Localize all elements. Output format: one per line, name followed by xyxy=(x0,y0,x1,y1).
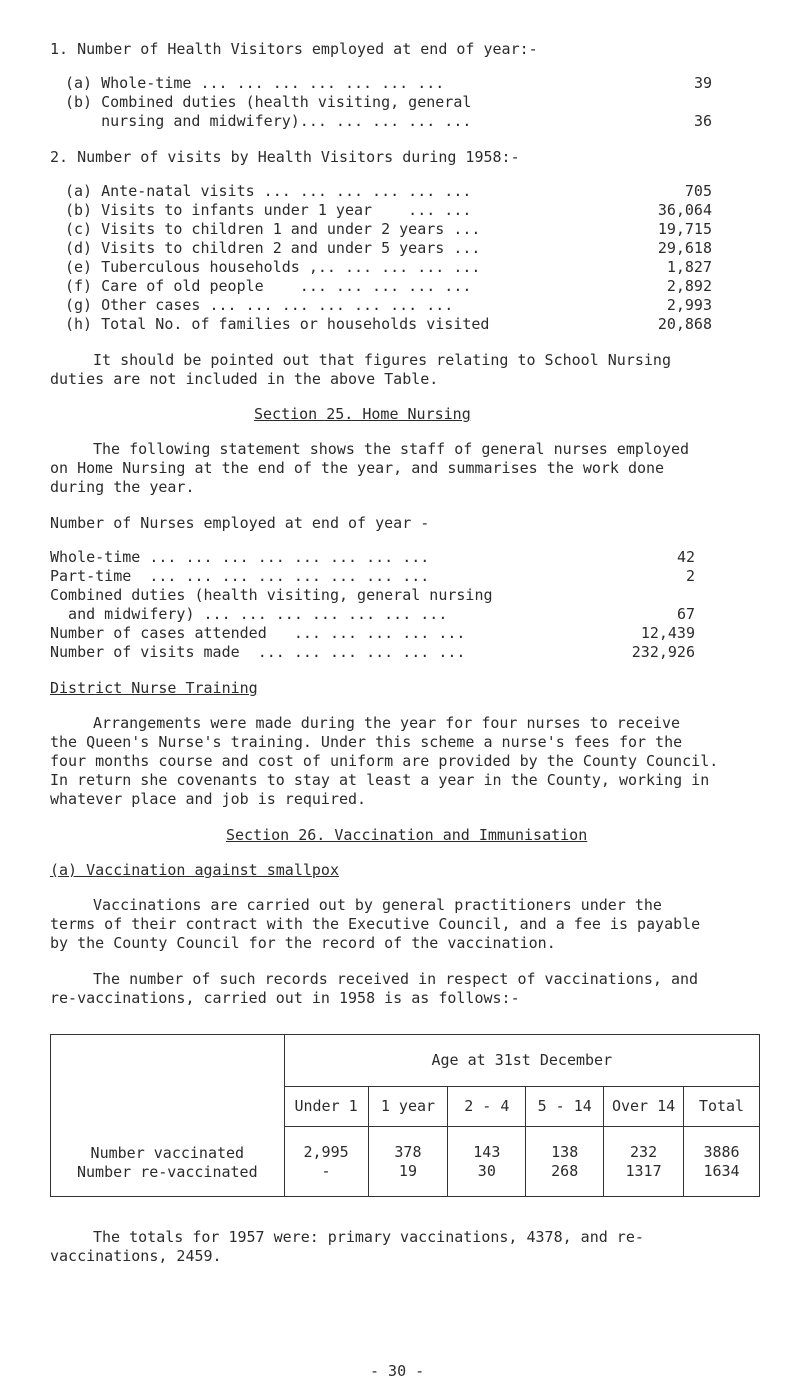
table-cell xyxy=(368,1127,448,1197)
list-item-label: (e) Tuberculous households ,.. ... ... ... ... xyxy=(65,258,481,276)
paragraph-line: In return she covenants to stay at least a year in the County, working in xyxy=(50,771,710,789)
row-label: Number re-vaccinated xyxy=(77,1163,258,1181)
cell-value: 232 xyxy=(630,1142,658,1161)
list-item-label: (d) Visits to children 2 and under 5 years ... xyxy=(65,239,481,257)
note-line: It should be pointed out that figures relating to School Nursing xyxy=(93,351,671,369)
list-item-label: (f) Care of old people ... ... ... ... ... xyxy=(65,277,472,295)
list-item-value: 12,439 xyxy=(640,624,695,642)
list-item-value: 1,827 xyxy=(666,258,712,276)
cell-value: 268 xyxy=(551,1161,579,1180)
list-item-label: nursing and midwifery)... ... ... ... ... xyxy=(65,112,472,130)
cell-value: 2,995 xyxy=(303,1142,349,1161)
cell-value: 378 xyxy=(394,1142,422,1161)
list-item-label: and midwifery) ... ... ... ... ... ... ... xyxy=(50,605,448,623)
section25-title: Section 25. Home Nursing xyxy=(254,405,471,423)
list-item-value: 2,892 xyxy=(666,277,712,295)
list-item-label: Number of cases attended ... ... ... ... ... xyxy=(50,624,466,642)
vaccination-table xyxy=(50,1034,760,1197)
section2-heading: 2. Number of visits by Health Visitors during 1958:- xyxy=(50,148,520,166)
list-item-label: Whole-time ... ... ... ... ... ... ... ... xyxy=(50,548,430,566)
list-item-label: (a) Whole-time ... ... ... ... ... ... ... xyxy=(65,74,445,92)
paragraph-line: Vaccinations are carried out by general practitioners under the xyxy=(93,896,662,914)
column-header: 1 year xyxy=(368,1087,448,1127)
smallpox-subheading: (a) Vaccination against smallpox xyxy=(50,861,339,879)
cell-value: 3886 xyxy=(703,1142,740,1161)
list-item-label: (b) Combined duties (health visiting, general xyxy=(65,93,472,111)
cell-value: - xyxy=(321,1161,331,1180)
list-item-label: (c) Visits to children 1 and under 2 years ... xyxy=(65,220,481,238)
list-item-label: (g) Other cases ... ... ... ... ... ... ... xyxy=(65,296,454,314)
paragraph-line: Arrangements were made during the year for four nurses to receive xyxy=(93,714,680,732)
table-cell xyxy=(526,1127,604,1197)
list-item-label: (b) Visits to infants under 1 year ... ... xyxy=(65,201,472,219)
table-cell xyxy=(284,1127,368,1197)
cell-value: 1634 xyxy=(703,1161,740,1180)
cell-value: 138 xyxy=(551,1142,579,1161)
list-item-value: 42 xyxy=(676,548,695,566)
paragraph-line: the Queen's Nurse's training. Under this scheme a nurse's fees for the xyxy=(50,733,683,751)
list-item-label: (a) Ante-natal visits ... ... ... ... ... ... xyxy=(65,182,472,200)
table-cell xyxy=(448,1127,526,1197)
column-header: 5 - 14 xyxy=(526,1087,604,1127)
list-item-label: Part-time ... ... ... ... ... ... ... ... xyxy=(50,567,430,585)
paragraph-line: during the year. xyxy=(50,478,195,496)
list-item-label: Number of visits made ... ... ... ... ... ... xyxy=(50,643,466,661)
totals-line: The totals for 1957 were: primary vaccinations, 4378, and re- xyxy=(93,1228,644,1246)
district-training-title: District Nurse Training xyxy=(50,679,258,697)
list-item-value: 36 xyxy=(693,112,712,130)
column-header: 2 - 4 xyxy=(448,1087,526,1127)
paragraph-line: re-vaccinations, carried out in 1958 is as follows:- xyxy=(50,989,520,1007)
list-item-value: 232,926 xyxy=(631,643,695,661)
paragraph-line: The following statement shows the staff of general nurses employed xyxy=(93,440,690,458)
section26-title: Section 26. Vaccination and Immunisation xyxy=(226,826,588,844)
age-group-header: Age at 31st December xyxy=(284,1035,759,1087)
list-item-value: 29,618 xyxy=(657,239,712,257)
list-item-value: 19,715 xyxy=(657,220,712,238)
paragraph-line: whatever place and job is required. xyxy=(50,790,367,808)
table-cell xyxy=(684,1127,760,1197)
list-item-value: 36,064 xyxy=(657,201,712,219)
column-header: Over 14 xyxy=(604,1087,684,1127)
paragraph-line: four months course and cost of uniform are provided by the County Council. xyxy=(50,752,719,770)
cell-value: 30 xyxy=(477,1161,496,1180)
cell-value: 143 xyxy=(473,1142,501,1161)
list-item-label: Combined duties (health visiting, general nursing xyxy=(50,586,493,604)
list-item-value: 2 xyxy=(685,567,695,585)
list-item-value: 705 xyxy=(684,182,712,200)
section1-heading: 1. Number of Health Visitors employed at end of year:- xyxy=(50,40,538,58)
column-header: Total xyxy=(684,1087,760,1127)
column-header: Under 1 xyxy=(284,1087,368,1127)
row-labels-cell xyxy=(51,1035,285,1197)
cell-value: 1317 xyxy=(625,1161,662,1180)
paragraph-line: by the County Council for the record of the vaccination. xyxy=(50,934,556,952)
totals-line: vaccinations, 2459. xyxy=(50,1247,222,1265)
list-item-label: (h) Total No. of families or households visited xyxy=(65,315,490,333)
note-line: duties are not included in the above Table. xyxy=(50,370,439,388)
list-item-value: 39 xyxy=(693,74,712,92)
nurses-subheading: Number of Nurses employed at end of year - xyxy=(50,514,430,532)
list-item-value: 2,993 xyxy=(666,296,712,314)
page-number: - 30 - xyxy=(370,1362,425,1380)
table-cell xyxy=(604,1127,684,1197)
paragraph-line: on Home Nursing at the end of the year, and summarises the work done xyxy=(50,459,665,477)
paragraph-line: terms of their contract with the Executive Council, and a fee is payable xyxy=(50,915,701,933)
paragraph-line: The number of such records received in respect of vaccinations, and xyxy=(93,970,699,988)
list-item-value: 67 xyxy=(676,605,695,623)
cell-value: 19 xyxy=(398,1161,417,1180)
row-label: Number vaccinated xyxy=(90,1144,245,1162)
list-item-value: 20,868 xyxy=(657,315,712,333)
